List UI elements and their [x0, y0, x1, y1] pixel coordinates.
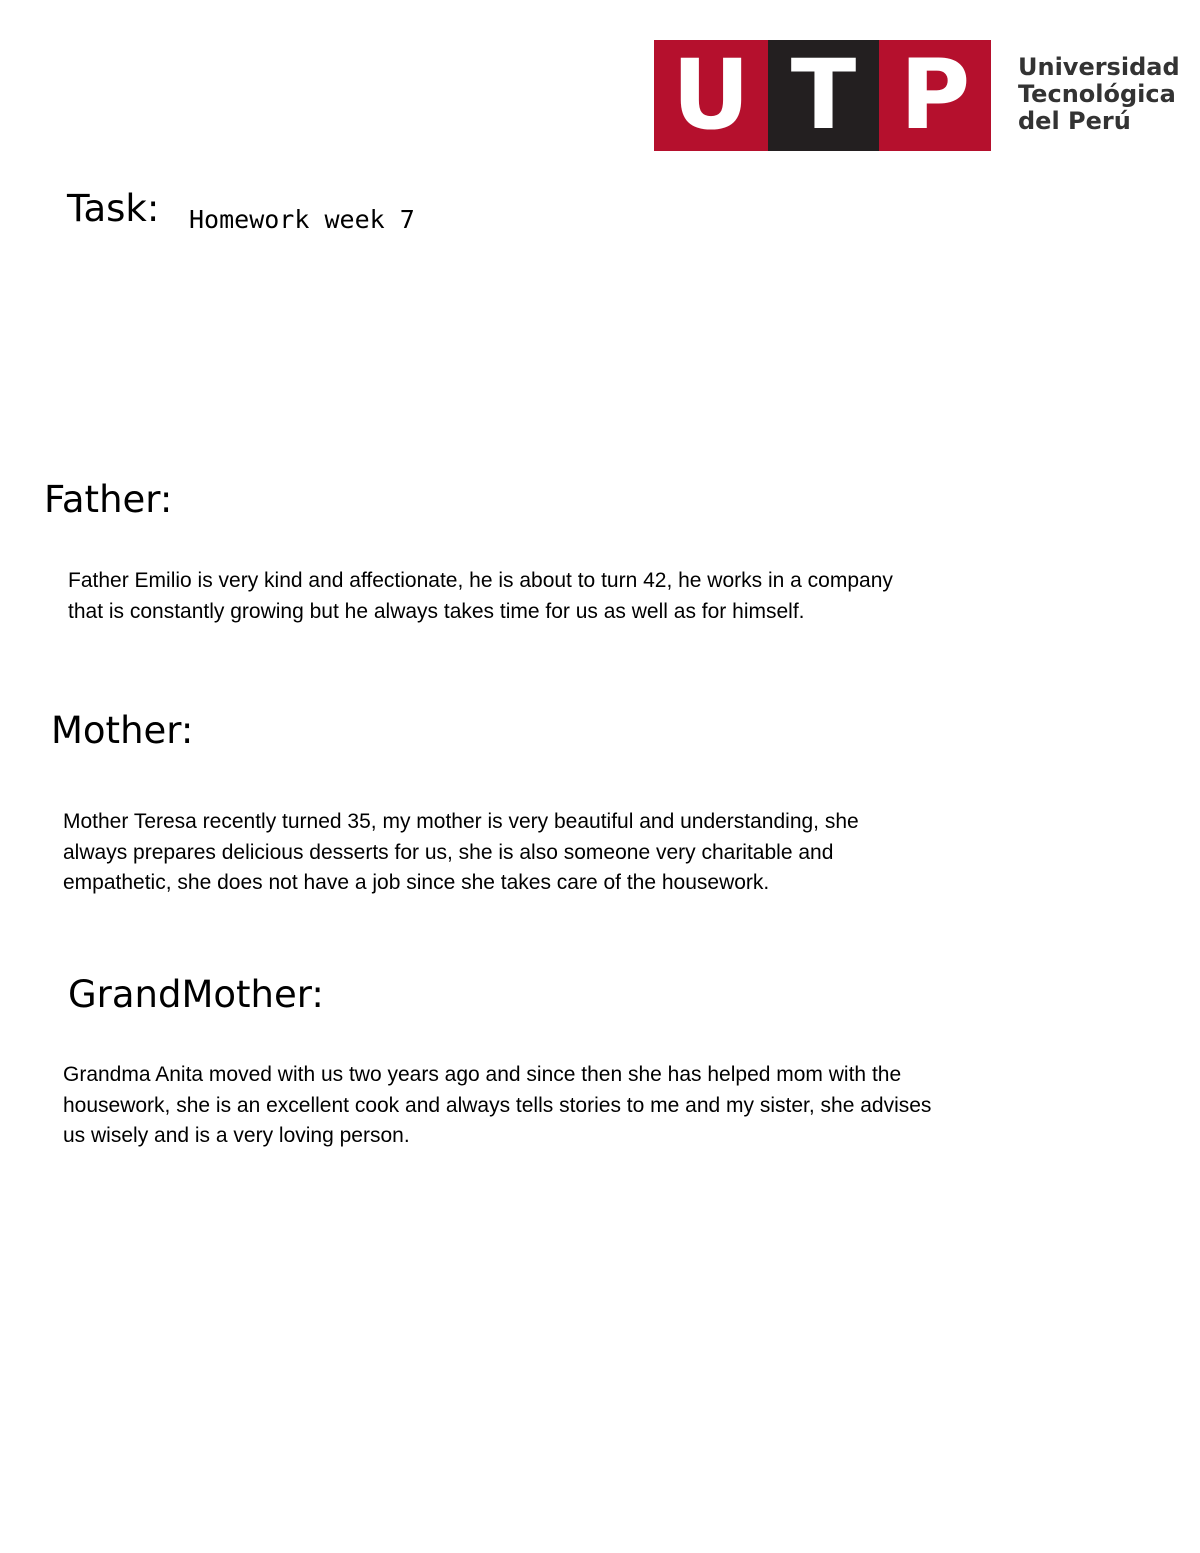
- logo-letter-u: U: [672, 39, 750, 151]
- logo-name-line: Tecnológica: [1018, 80, 1176, 108]
- paragraph-line: Mother Teresa recently turned 35, my mother is very beautiful and understanding, she: [63, 810, 859, 833]
- logo-name-line: del Perú: [1018, 107, 1131, 135]
- mother-heading: Mother:: [51, 709, 194, 752]
- father-heading: Father:: [44, 478, 173, 521]
- paragraph-line: always prepares delicious desserts for us, she is also someone very charitable and: [63, 840, 834, 864]
- grandmother-paragraph: [63, 1060, 931, 1152]
- paragraph-line: empathetic, she does not have a job since she takes care of the housework.: [63, 871, 770, 894]
- paragraph-line: us wisely and is a very loving person.: [63, 1124, 410, 1147]
- grandmother-heading: GrandMother:: [68, 973, 324, 1016]
- logo-name-line: Universidad: [1018, 53, 1180, 81]
- paragraph-line: housework, she is an excellent cook and always tells stories to me and my sister, she advises: [63, 1093, 932, 1117]
- task-value: Homework week 7: [189, 205, 415, 234]
- task-label: Task:: [67, 187, 160, 230]
- logo-university-name: [1018, 54, 1180, 135]
- utp-logo: [654, 39, 1180, 151]
- paragraph-line: Father Emilio is very kind and affectionate, he is about to turn 42, he works in a company: [68, 569, 893, 592]
- father-paragraph: [68, 566, 893, 627]
- mother-paragraph: [63, 807, 859, 899]
- logo-letter-p: P: [899, 39, 971, 151]
- paragraph-line: Grandma Anita moved with us two years ago and since then she has helped mom with the: [63, 1063, 902, 1086]
- paragraph-line: that is constantly growing but he always takes time for us as well as for himself.: [68, 599, 805, 623]
- logo-letter-t: T: [790, 39, 857, 151]
